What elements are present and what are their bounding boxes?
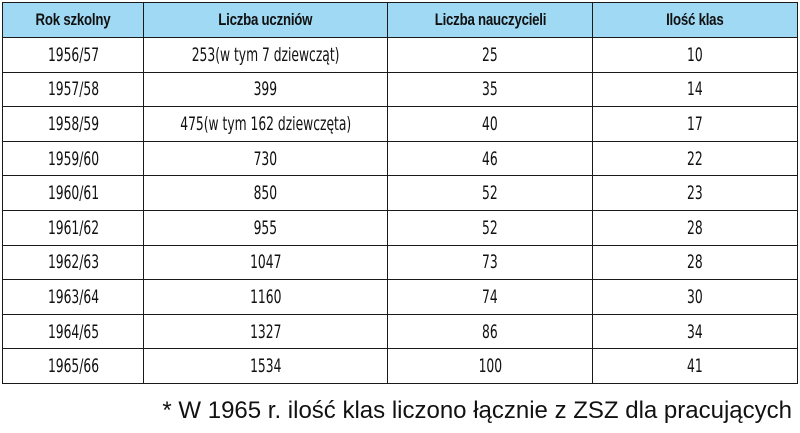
header-row <box>3 3 798 38</box>
table-row <box>3 314 798 349</box>
cell-school-year <box>3 107 144 142</box>
cell-students <box>144 280 388 315</box>
table-row <box>3 245 798 280</box>
cell-classes-text: 14 <box>687 78 703 101</box>
table-row <box>3 72 798 107</box>
cell-teachers-text: 52 <box>482 182 498 205</box>
cell-classes-text: 22 <box>687 147 703 170</box>
cell-students-text: 955 <box>253 216 278 239</box>
header-students-label: Liczba uczniów <box>218 10 313 29</box>
cell-students <box>144 176 388 211</box>
cell-classes-text: 23 <box>687 182 703 205</box>
cell-students-text: 1327 <box>249 320 282 343</box>
cell-school-year <box>3 349 144 384</box>
cell-classes-text: 41 <box>687 355 703 378</box>
cell-students <box>144 314 388 349</box>
cell-teachers-text: 25 <box>482 43 498 66</box>
cell-students <box>144 141 388 176</box>
school-statistics-table-wrapper <box>2 2 797 384</box>
cell-school-year <box>3 176 144 211</box>
cell-classes-text: 17 <box>687 112 703 135</box>
cell-students-text: 399 <box>253 78 278 101</box>
cell-teachers <box>388 38 593 73</box>
cell-classes-text: 10 <box>687 43 703 66</box>
table-body <box>3 38 798 384</box>
cell-school-year-text: 1961/62 <box>47 216 99 239</box>
header-classes-label: Ilość klas <box>666 10 724 29</box>
cell-teachers-text: 46 <box>482 147 498 170</box>
cell-school-year <box>3 141 144 176</box>
cell-teachers <box>388 210 593 245</box>
cell-classes-text: 28 <box>687 216 703 239</box>
header-teachers-label: Liczba nauczycieli <box>434 10 546 29</box>
cell-teachers <box>388 245 593 280</box>
cell-students-text: 253(w tym 7 dziewcząt) <box>191 43 340 66</box>
cell-school-year-text: 1959/60 <box>47 147 99 170</box>
cell-classes-text: 34 <box>687 320 703 343</box>
cell-classes <box>593 314 798 349</box>
cell-students-text: 1160 <box>249 285 282 308</box>
cell-school-year-text: 1957/58 <box>47 78 99 101</box>
cell-teachers <box>388 314 593 349</box>
cell-school-year-text: 1962/63 <box>47 251 99 274</box>
header-school-year-label: Rok szkolny <box>35 10 111 29</box>
cell-school-year-text: 1963/64 <box>47 285 99 308</box>
cell-teachers-text: 73 <box>482 251 498 274</box>
cell-students-text: 730 <box>253 147 278 170</box>
cell-school-year-text: 1965/66 <box>47 355 99 378</box>
header-classes <box>593 3 798 38</box>
cell-students <box>144 72 388 107</box>
cell-school-year <box>3 210 144 245</box>
cell-students-text: 850 <box>253 182 278 205</box>
cell-classes <box>593 349 798 384</box>
cell-school-year-text: 1964/65 <box>47 320 99 343</box>
cell-teachers <box>388 280 593 315</box>
cell-classes <box>593 280 798 315</box>
cell-teachers-text: 86 <box>482 320 498 343</box>
cell-school-year-text: 1960/61 <box>47 182 99 205</box>
cell-teachers <box>388 349 593 384</box>
school-statistics-table <box>2 2 798 384</box>
cell-school-year <box>3 72 144 107</box>
cell-school-year-text: 1956/57 <box>47 43 99 66</box>
cell-students-text: 475(w tym 162 dziewczęta) <box>180 112 351 135</box>
cell-classes <box>593 176 798 211</box>
table-row <box>3 141 798 176</box>
table-row <box>3 349 798 384</box>
header-students <box>144 3 388 38</box>
cell-teachers-text: 40 <box>482 112 498 135</box>
cell-teachers <box>388 72 593 107</box>
cell-school-year <box>3 38 144 73</box>
table-row <box>3 210 798 245</box>
cell-classes <box>593 141 798 176</box>
table-row <box>3 107 798 142</box>
header-teachers <box>388 3 593 38</box>
cell-classes <box>593 245 798 280</box>
cell-school-year <box>3 280 144 315</box>
cell-teachers <box>388 176 593 211</box>
cell-teachers <box>388 107 593 142</box>
cell-students-text: 1534 <box>249 355 282 378</box>
table-row <box>3 38 798 73</box>
cell-classes <box>593 210 798 245</box>
cell-teachers-text: 100 <box>478 355 502 378</box>
cell-students-text: 1047 <box>249 251 282 274</box>
cell-students <box>144 210 388 245</box>
cell-students <box>144 245 388 280</box>
table-header <box>3 3 798 38</box>
cell-school-year <box>3 314 144 349</box>
footnote: * W 1965 r. ilość klas liczono łącznie z ZSZ dla pracujących <box>162 397 792 424</box>
cell-classes-text: 28 <box>687 251 703 274</box>
cell-students <box>144 38 388 73</box>
header-school-year <box>3 3 144 38</box>
cell-classes <box>593 107 798 142</box>
cell-teachers <box>388 141 593 176</box>
cell-teachers-text: 74 <box>482 285 498 308</box>
cell-students <box>144 107 388 142</box>
cell-classes <box>593 72 798 107</box>
cell-teachers-text: 35 <box>482 78 498 101</box>
cell-classes <box>593 38 798 73</box>
cell-school-year <box>3 245 144 280</box>
cell-classes-text: 30 <box>687 285 703 308</box>
cell-students <box>144 349 388 384</box>
cell-school-year-text: 1958/59 <box>47 112 99 135</box>
table-row <box>3 176 798 211</box>
cell-teachers-text: 52 <box>482 216 498 239</box>
table-row <box>3 280 798 315</box>
